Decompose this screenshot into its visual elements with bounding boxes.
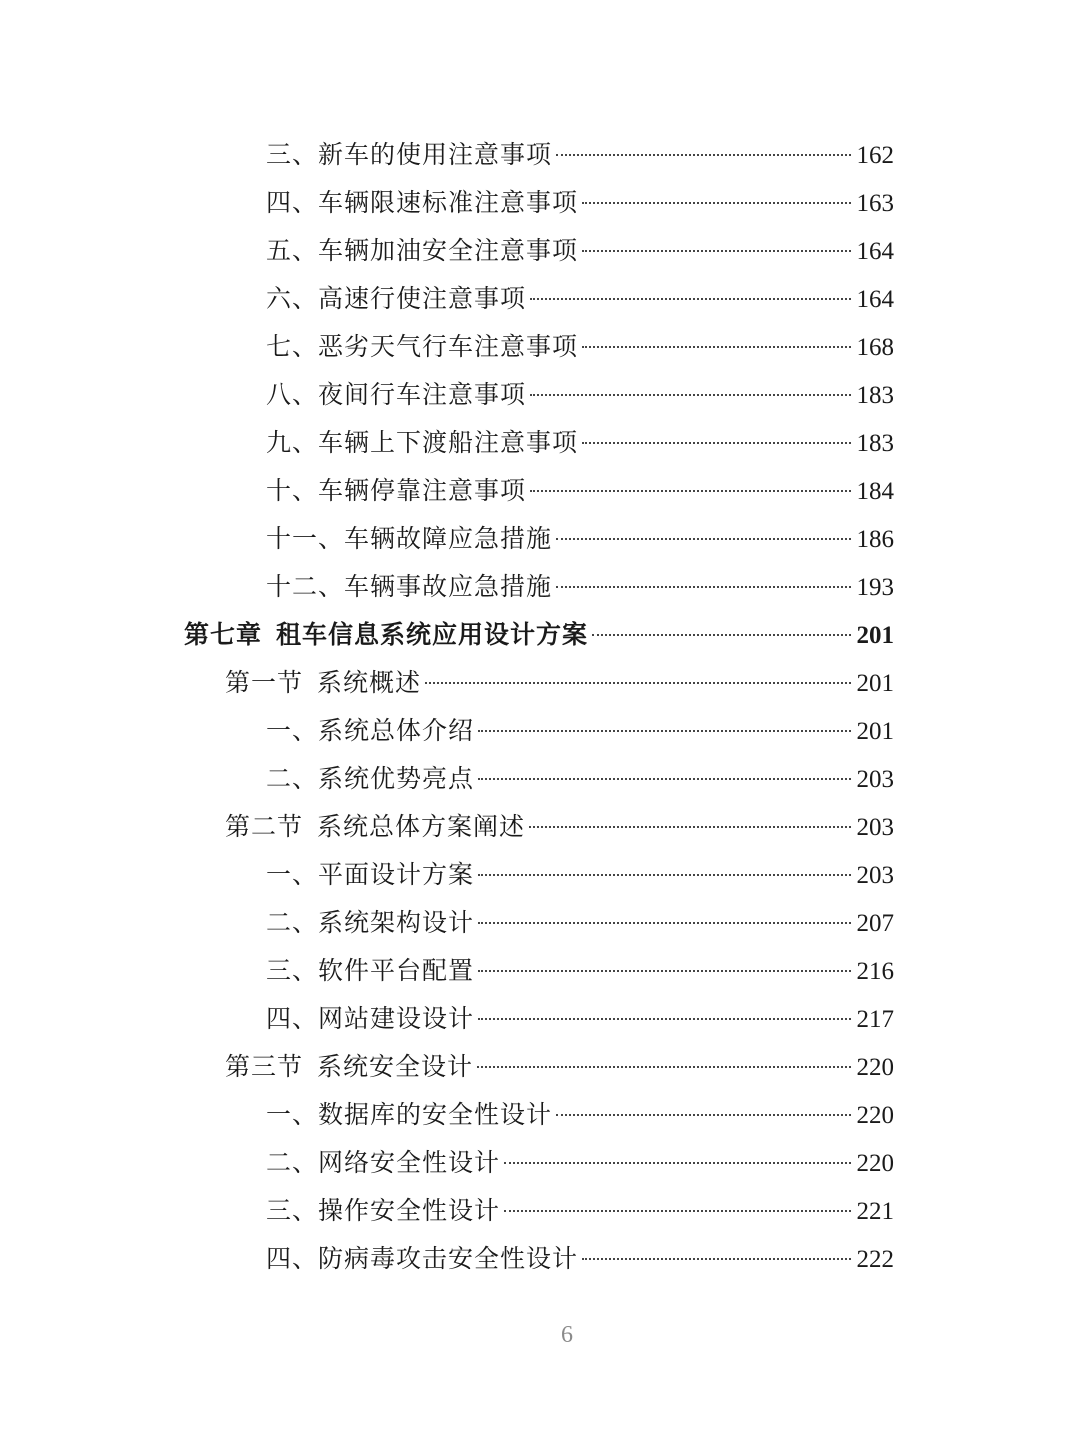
toc-row[interactable]: [0, 1185, 1080, 1233]
toc-page-number: 164: [856, 238, 894, 265]
toc-entry-title: 一、数据库的安全性设计: [266, 1100, 553, 1129]
toc-row[interactable]: [0, 897, 1080, 945]
toc-page-number: 183: [856, 430, 894, 457]
toc-entry-title: 四、网站建设设计: [266, 1004, 475, 1033]
toc-row-section[interactable]: [0, 801, 1080, 849]
toc-row[interactable]: [0, 225, 1080, 273]
toc-page-number: 162: [856, 142, 894, 169]
dot-leader: [425, 682, 850, 684]
toc-section-label: 系统安全设计: [317, 1052, 474, 1081]
toc-chapter-title: [184, 615, 588, 651]
toc-entry-title: 一、平面设计方案: [266, 860, 475, 889]
toc-chapter-number: 第七章: [184, 620, 263, 649]
toc-section-title: [225, 663, 421, 699]
dot-leader: [478, 922, 850, 924]
toc-section-number: 第一节: [225, 668, 304, 697]
dot-leader: [530, 298, 850, 300]
dot-leader: [556, 1114, 850, 1116]
toc-section-title: [225, 1047, 473, 1083]
toc-entry-title: 五、车辆加油安全注意事项: [266, 236, 579, 265]
toc-row[interactable]: [0, 177, 1080, 225]
toc-row[interactable]: [0, 465, 1080, 513]
toc-row[interactable]: [0, 417, 1080, 465]
toc-page-number: 201: [856, 718, 894, 745]
toc-row[interactable]: [0, 561, 1080, 609]
dot-leader: [556, 586, 850, 588]
dot-leader: [504, 1162, 850, 1164]
toc-row[interactable]: [0, 1233, 1080, 1281]
dot-leader: [582, 250, 850, 252]
toc-page-number: 203: [856, 814, 894, 841]
toc-section-title: [225, 807, 525, 843]
toc-entry-title: 七、恶劣天气行车注意事项: [266, 332, 579, 361]
dot-leader: [556, 538, 850, 540]
toc-page-number: 220: [856, 1054, 894, 1081]
toc-page-number: 168: [856, 334, 894, 361]
toc-page-number: 203: [856, 766, 894, 793]
toc-row[interactable]: [0, 993, 1080, 1041]
toc-section-label: 系统总体方案阐述: [317, 812, 526, 841]
toc-entry-title: 六、高速行使注意事项: [266, 284, 527, 313]
dot-leader: [530, 490, 850, 492]
toc-entry-title: 四、车辆限速标准注意事项: [266, 188, 579, 217]
toc-page-number: 201: [856, 622, 894, 649]
toc-row-section[interactable]: [0, 1041, 1080, 1089]
dot-leader: [582, 1258, 850, 1260]
toc-page-number: 201: [856, 670, 894, 697]
dot-leader: [530, 394, 850, 396]
toc-row[interactable]: [0, 1089, 1080, 1137]
toc-row[interactable]: [0, 273, 1080, 321]
toc-row[interactable]: [0, 753, 1080, 801]
dot-leader: [478, 1018, 850, 1020]
toc-page-number: 222: [856, 1246, 894, 1273]
dot-leader: [478, 778, 850, 780]
toc-entry-title: 一、系统总体介绍: [266, 716, 475, 745]
toc-row[interactable]: [0, 369, 1080, 417]
dot-leader: [478, 970, 850, 972]
toc-page-number: 220: [856, 1150, 894, 1177]
toc-row[interactable]: [0, 705, 1080, 753]
toc-page-number: 203: [856, 862, 894, 889]
dot-leader: [504, 1210, 850, 1212]
toc-entry-title: 四、防病毒攻击安全性设计: [266, 1244, 579, 1273]
toc-entry-title: 二、系统优势亮点: [266, 764, 475, 793]
toc-section-label: 系统概述: [317, 668, 422, 697]
toc-page-number: 217: [856, 1006, 894, 1033]
toc-row-section[interactable]: [0, 657, 1080, 705]
dot-leader: [592, 634, 850, 636]
dot-leader: [556, 154, 850, 156]
toc-entry-title: 三、软件平台配置: [266, 956, 475, 985]
table-of-contents: [0, 129, 1080, 1281]
toc-entry-title: 十一、车辆故障应急措施: [266, 524, 553, 553]
toc-entry-title: 八、夜间行车注意事项: [266, 380, 527, 409]
toc-row[interactable]: [0, 1137, 1080, 1185]
toc-page-number: 220: [856, 1102, 894, 1129]
dot-leader: [582, 442, 850, 444]
toc-entry-title: 二、系统架构设计: [266, 908, 475, 937]
toc-page-number: 186: [856, 526, 894, 553]
toc-section-number: 第二节: [225, 812, 304, 841]
toc-page-number: 221: [856, 1198, 894, 1225]
toc-entry-title: 三、操作安全性设计: [266, 1196, 501, 1225]
toc-entry-title: 十二、车辆事故应急措施: [266, 572, 553, 601]
toc-chapter-label: 租车信息系统应用设计方案: [276, 620, 589, 649]
toc-entry-title: 三、新车的使用注意事项: [266, 140, 553, 169]
toc-page-number: 183: [856, 382, 894, 409]
dot-leader: [529, 826, 850, 828]
toc-row[interactable]: [0, 849, 1080, 897]
toc-page-number: 207: [856, 910, 894, 937]
toc-entry-title: 十、车辆停靠注意事项: [266, 476, 527, 505]
toc-page-number: 164: [856, 286, 894, 313]
toc-entry-title: 九、车辆上下渡船注意事项: [266, 428, 579, 457]
toc-page-number: 193: [856, 574, 894, 601]
toc-row[interactable]: [0, 945, 1080, 993]
toc-row-chapter[interactable]: [0, 609, 1080, 657]
toc-page-number: 163: [856, 190, 894, 217]
toc-row[interactable]: [0, 129, 1080, 177]
toc-page-number: 216: [856, 958, 894, 985]
toc-entry-title: 二、网络安全性设计: [266, 1148, 501, 1177]
dot-leader: [478, 874, 850, 876]
toc-row[interactable]: [0, 513, 1080, 561]
dot-leader: [477, 1066, 850, 1068]
dot-leader: [582, 346, 850, 348]
toc-section-number: 第三节: [225, 1052, 304, 1081]
page-number: 6: [561, 1322, 573, 1348]
dot-leader: [478, 730, 850, 732]
dot-leader: [582, 202, 850, 204]
toc-page-number: 184: [856, 478, 894, 505]
toc-row[interactable]: [0, 321, 1080, 369]
